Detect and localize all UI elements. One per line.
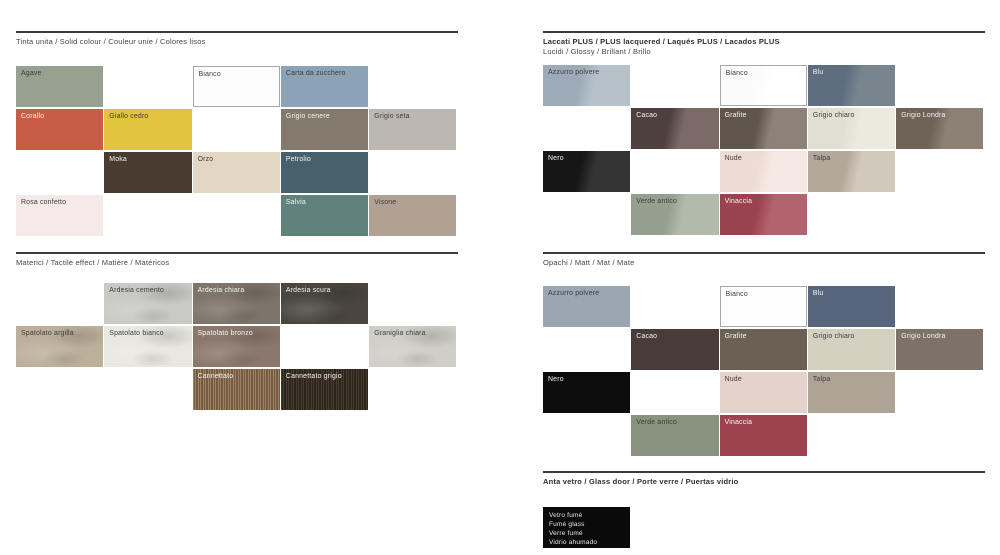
swatch-azzurro-polvere — [543, 286, 630, 327]
swatch-talpa — [808, 372, 895, 413]
section-title: Materici / Tactile effect / Matière / Matéricos — [16, 258, 170, 267]
swatch-label: Giallo cedro — [109, 113, 149, 120]
swatch-nero — [543, 372, 630, 413]
swatch-label: Bianco — [725, 70, 748, 77]
swatch-ardesia-chiara — [193, 283, 280, 324]
swatch-spatolato-bianco — [104, 326, 191, 367]
swatch-label: Grigio cenere — [285, 113, 330, 120]
swatch-label: Vinaccia — [724, 419, 753, 426]
swatch-spatolato-argilla — [16, 326, 103, 367]
glass-label-es: Vidrio ahumado — [549, 539, 598, 546]
swatch-label: Grigio seta — [374, 113, 410, 120]
swatch-rosa-confetto — [16, 195, 103, 236]
tactile-effect-swatch-grid — [16, 283, 458, 410]
swatch-ardesia-scura — [281, 283, 368, 324]
swatch-label: Petrolio — [285, 156, 311, 163]
right-panel — [543, 0, 985, 555]
swatch-talpa — [808, 151, 895, 192]
swatch-carta-da-zucchero — [281, 66, 368, 107]
swatch-graniglia-chiara — [369, 326, 456, 367]
swatch-giallo-cedro — [104, 109, 191, 150]
swatch-label: Salvia — [285, 199, 306, 206]
swatch-label: Nude — [724, 376, 742, 383]
swatch-ardesia-cemento — [104, 283, 191, 324]
swatch-label: Visone — [374, 199, 397, 206]
swatch-cannettato — [193, 369, 280, 410]
left-panel — [16, 0, 458, 555]
swatch-label: Azzurro polvere — [548, 290, 600, 297]
swatch-grigio-londra — [896, 108, 983, 149]
swatch-nero — [543, 151, 630, 192]
swatch-nude — [720, 372, 807, 413]
swatch-label: Agave — [21, 70, 42, 77]
swatch-nude — [720, 151, 807, 192]
section-title: Laccati PLUS / PLUS lacquered / Laqués PLUS / Lacados PLUS — [543, 37, 780, 46]
swatch-cannettato-grigio — [281, 369, 368, 410]
section-laccati-plus — [543, 31, 985, 235]
swatch-label: Azzurro polvere — [548, 69, 600, 76]
swatch-label: Bianco — [725, 291, 748, 298]
swatch-label: Spatolato bronzo — [197, 330, 253, 337]
swatch-spatolato-bronzo — [193, 326, 280, 367]
swatch-grigio-seta — [369, 109, 456, 150]
swatch-salvia — [281, 195, 368, 236]
swatch-bianco — [193, 66, 280, 107]
swatch-label: Verde antico — [636, 198, 678, 205]
section-divider — [543, 252, 985, 254]
glossy-lacquer-swatch-grid — [543, 65, 985, 235]
swatch-label: Blu — [812, 69, 824, 76]
swatch-bianco — [720, 65, 807, 106]
swatch-label: Orzo — [197, 156, 214, 163]
swatch-label: Moka — [109, 156, 127, 163]
matt-swatch-grid — [543, 286, 985, 456]
section-divider — [543, 31, 985, 33]
swatch-label: Graniglia chiara — [374, 330, 426, 337]
swatch-verde-antico — [631, 194, 718, 235]
swatch-grigio-cenere — [281, 109, 368, 150]
section-tinta-unita — [16, 31, 458, 236]
swatch-agave — [16, 66, 103, 107]
swatch-label: Rosa confetto — [21, 199, 67, 206]
section-opachi — [543, 252, 985, 456]
swatch-label: Grigio Londra — [901, 112, 946, 119]
section-anta-vetro — [543, 471, 985, 548]
swatch-label: Grafite — [724, 112, 747, 119]
swatch-label: Ardesia cemento — [109, 287, 165, 294]
swatch-label: Spatolato argilla — [21, 330, 74, 337]
swatch-moka — [104, 152, 191, 193]
swatch-vinaccia — [720, 415, 807, 456]
swatch-label: Talpa — [812, 155, 831, 162]
swatch-label: Ardesia chiara — [197, 287, 245, 294]
swatch-grigio-chiaro — [808, 329, 895, 370]
swatch-grafite — [720, 329, 807, 370]
swatch-grafite — [720, 108, 807, 149]
swatch-orzo — [193, 152, 280, 193]
swatch-label: Corallo — [21, 113, 45, 120]
swatch-label: Nude — [724, 155, 742, 162]
solid-colour-swatch-grid — [16, 66, 458, 236]
swatch-label: Vinaccia — [724, 198, 753, 205]
swatch-label: Cannettato grigio — [285, 373, 342, 380]
section-title: Tinta unita / Solid colour / Couleur unie / Colores lisos — [16, 37, 206, 46]
swatch-label: Grigio Londra — [901, 333, 946, 340]
swatch-grigio-londra — [896, 329, 983, 370]
section-divider — [16, 31, 458, 33]
glass-label-fr: Verre fumé — [549, 530, 583, 537]
swatch-petrolio — [281, 152, 368, 193]
section-divider — [543, 471, 985, 473]
swatch-label: Cacao — [636, 333, 658, 340]
swatch-label: Blu — [812, 290, 824, 297]
swatch-vinaccia — [720, 194, 807, 235]
smoked-glass-swatch — [543, 507, 630, 548]
swatch-label: Grafite — [724, 333, 747, 340]
section-title: Opachi / Matt / Mat / Mate — [543, 258, 635, 267]
swatch-label: Ardesia scura — [285, 287, 331, 294]
section-materici — [16, 252, 458, 410]
swatch-blu — [808, 65, 895, 106]
glass-label-en: Fumé glass — [549, 521, 585, 528]
section-title: Anta vetro / Glass door / Porte verre / Puertas vidrio — [543, 477, 739, 486]
swatch-bianco — [720, 286, 807, 327]
swatch-label: Nero — [548, 376, 564, 383]
swatch-label: Cacao — [636, 112, 658, 119]
section-subtitle: Lucidi / Glossy / Brillant / Brillo — [543, 47, 651, 56]
swatch-label: Bianco — [198, 71, 221, 78]
section-divider — [16, 252, 458, 254]
swatch-label: Carta da zucchero — [285, 70, 346, 77]
glass-label-it: Vetro fumé — [549, 512, 583, 519]
swatch-label: Spatolato bianco — [109, 330, 164, 337]
swatch-cacao — [631, 329, 718, 370]
swatch-label: Verde antico — [636, 419, 678, 426]
swatch-blu — [808, 286, 895, 327]
swatch-label: Grigio chiaro — [812, 112, 855, 119]
swatch-label: Grigio chiaro — [812, 333, 855, 340]
swatch-label: Cannettato — [197, 373, 234, 380]
swatch-label: Talpa — [812, 376, 831, 383]
swatch-label: Nero — [548, 155, 564, 162]
swatch-grigio-chiaro — [808, 108, 895, 149]
swatch-corallo — [16, 109, 103, 150]
swatch-visone — [369, 195, 456, 236]
swatch-verde-antico — [631, 415, 718, 456]
swatch-cacao — [631, 108, 718, 149]
swatch-azzurro-polvere — [543, 65, 630, 106]
